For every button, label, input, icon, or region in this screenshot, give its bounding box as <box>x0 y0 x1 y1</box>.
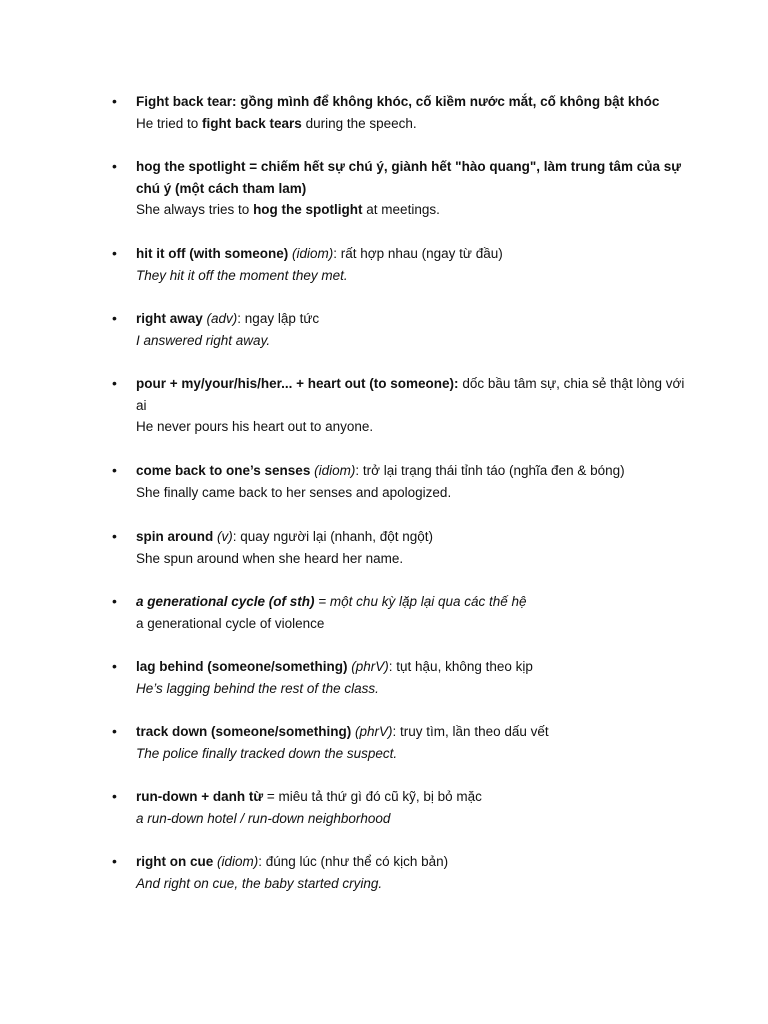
meaning: = miêu tả thứ gì đó cũ kỹ, bị bỏ mặc <box>263 789 482 804</box>
bullet: • <box>112 593 117 609</box>
term: pour + my/your/his/her... + heart out (to someone): <box>136 376 459 391</box>
term: right away <box>136 311 203 326</box>
entry-definition <box>136 786 696 808</box>
meaning: : quay người lại (nhanh, đột ngột) <box>232 529 434 544</box>
entry-definition <box>136 373 696 416</box>
bullet: • <box>112 310 117 326</box>
entry-example: The police finally tracked down the suspect. <box>136 745 398 761</box>
vocab-entry <box>112 721 696 764</box>
entry-definition <box>136 243 696 265</box>
entry-example: a generational cycle of violence <box>136 615 325 631</box>
entry-definition <box>136 851 696 873</box>
term: lag behind (someone/something) <box>136 659 348 674</box>
part-of-speech: (idiom) <box>288 246 334 261</box>
entry-definition <box>136 591 696 613</box>
entry-definition <box>136 526 696 548</box>
meaning: : đúng lúc (như thể có kịch bản) <box>258 854 449 869</box>
entry-example: They hit it off the moment they met. <box>136 267 348 283</box>
meaning: : truy tìm, lần theo dấu vết <box>392 724 549 739</box>
bullet: • <box>112 158 117 174</box>
part-of-speech: (v) <box>213 529 233 544</box>
vocab-entry <box>112 91 696 134</box>
bullet: • <box>112 658 117 674</box>
entry-example: He’s lagging behind the rest of the class. <box>136 680 379 696</box>
entry-example: I answered right away. <box>136 332 271 348</box>
entry-example: And right on cue, the baby started crying. <box>136 875 383 891</box>
entry-definition <box>136 656 696 678</box>
entry-definition <box>136 308 696 330</box>
vocab-entry <box>112 460 696 503</box>
vocab-entry <box>112 786 696 829</box>
term: spin around <box>136 529 214 544</box>
example-phrase: fight back tears <box>202 115 302 131</box>
entry-example: She spun around when she heard her name. <box>136 550 404 566</box>
bullet: • <box>112 853 117 869</box>
bullet: • <box>112 528 117 544</box>
part-of-speech: (idiom) <box>310 463 356 478</box>
entry-example <box>136 199 696 221</box>
example-text: She always tries to <box>136 202 254 217</box>
term: hit it off (with someone) <box>136 246 289 261</box>
entry-example: a run-down hotel / run-down neighborhood <box>136 810 391 826</box>
bullet: • <box>112 93 117 109</box>
entry-definition: Fight back tear: gồng mình để không khóc, cố kiềm nước mắt, cố không bật khóc <box>136 94 660 109</box>
vocab-entry <box>112 156 696 221</box>
vocab-entry <box>112 373 696 438</box>
term: run-down + danh từ <box>136 789 264 804</box>
meaning: dốc bầu tâm sự, chia sẻ thật lòng với ai <box>136 376 685 413</box>
entry-definition <box>136 721 696 743</box>
bullet: • <box>112 788 117 804</box>
entry-example: She finally came back to her senses and apologized. <box>136 484 452 500</box>
vocab-entry <box>112 656 696 699</box>
example-phrase: hog the spotlight <box>253 202 363 217</box>
bullet: • <box>112 245 117 261</box>
term: come back to one’s senses <box>136 463 311 478</box>
vocab-entry <box>112 591 696 634</box>
term: a generational cycle (of sth) <box>136 594 315 609</box>
term: right on cue <box>136 854 214 869</box>
vocab-entry <box>112 308 696 351</box>
meaning: : rất hợp nhau (ngay từ đầu) <box>333 246 503 261</box>
meaning: = một chu kỳ lặp lại qua các thế hệ <box>314 594 527 609</box>
meaning: : tụt hậu, không theo kịp <box>388 659 533 674</box>
part-of-speech: (phrV) <box>347 659 389 674</box>
entry-example <box>136 113 696 135</box>
example-text: at meetings. <box>362 202 440 217</box>
vocab-entry <box>112 243 696 286</box>
vocab-entry <box>112 526 696 569</box>
term: track down (someone/something) <box>136 724 352 739</box>
part-of-speech: (idiom) <box>213 854 259 869</box>
part-of-speech: (phrV) <box>351 724 393 739</box>
entry-definition: hog the spotlight = chiếm hết sự chú ý, giành hết "hào quang", làm trung tâm của sự chú ý (một cách tham lam) <box>136 159 682 196</box>
part-of-speech: (adv) <box>202 311 238 326</box>
example-text: He tried to <box>136 115 203 131</box>
vocab-entry <box>112 851 696 894</box>
meaning: : ngay lập tức <box>237 311 320 326</box>
entry-example: He never pours his heart out to anyone. <box>136 419 374 434</box>
meaning: : trở lại trạng thái tỉnh táo (nghĩa đen & bóng) <box>355 463 625 478</box>
bullet: • <box>112 375 117 391</box>
example-text: during the speech. <box>301 115 417 131</box>
bullet: • <box>112 723 117 739</box>
bullet: • <box>112 462 117 478</box>
entry-definition <box>136 460 696 482</box>
